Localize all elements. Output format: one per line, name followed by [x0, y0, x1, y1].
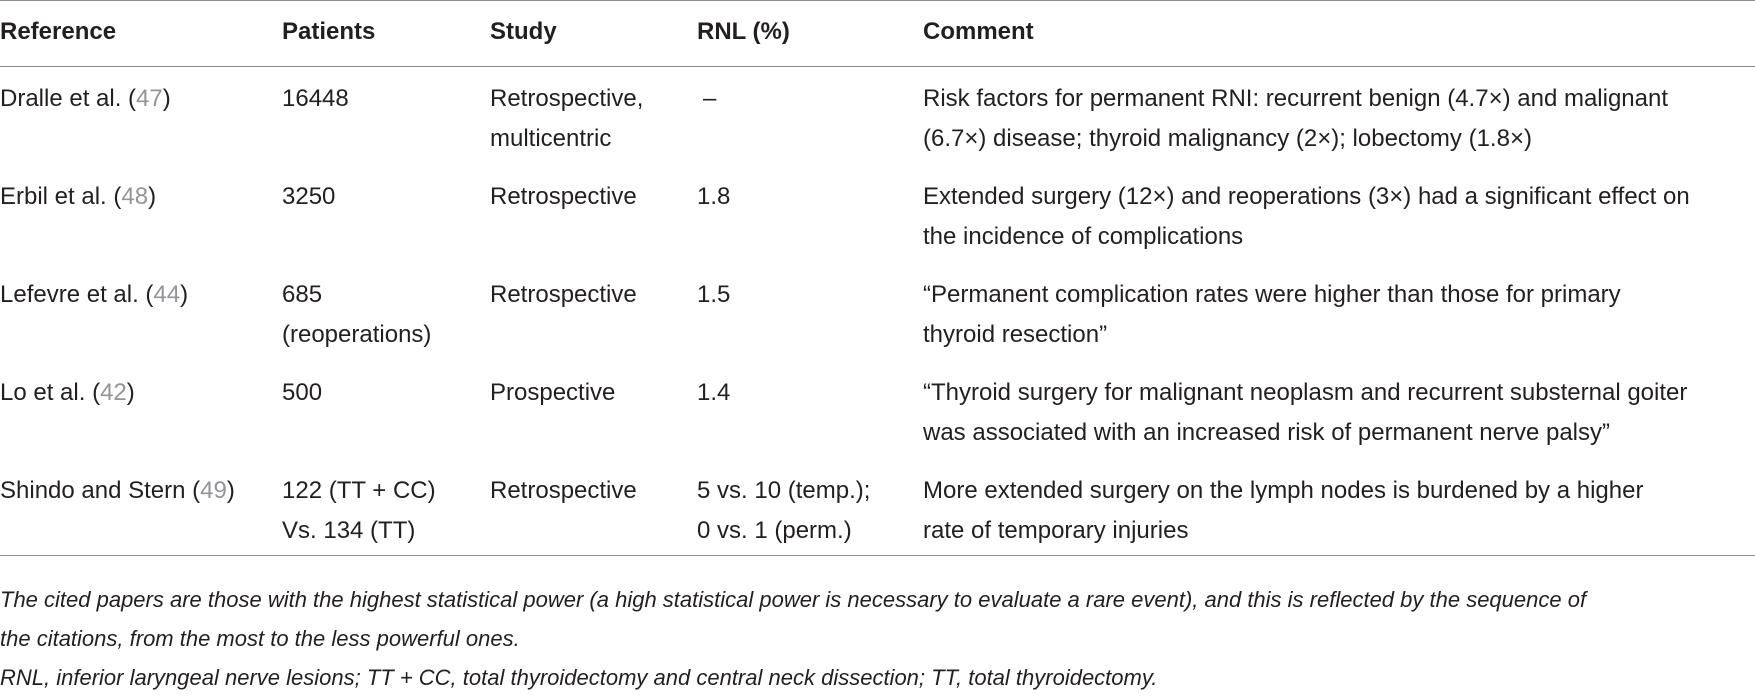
header-study: Study	[490, 18, 557, 45]
header-rnl: RNL (%)	[697, 18, 790, 45]
cell-study: Prospective	[490, 379, 616, 406]
cell-patients: 685 (reoperations)	[282, 281, 432, 348]
cell-rnl: 5 vs. 10 (temp.); 0 vs. 1 (perm.)	[697, 477, 871, 544]
table-row	[0, 275, 1755, 373]
cell-patients: 16448	[282, 85, 349, 112]
table-row	[0, 471, 1755, 556]
cell-patients: 500	[282, 379, 323, 406]
cell-study: Retrospective	[490, 281, 637, 308]
cell-comment: “Thyroid surgery for malignant neoplasm and recurrent substernal goiter was associated with an increased risk of permanent nerve palsy”	[923, 379, 1688, 446]
table-header-row	[0, 1, 1755, 67]
cell-reference: Dralle et al. (47)	[0, 85, 171, 112]
cell-comment: Extended surgery (12×) and reoperations (3×) had a significant effect on the incidence of complications	[923, 183, 1690, 250]
cell-study: Retrospective	[490, 183, 637, 210]
cell-patients: 3250	[282, 183, 336, 210]
cell-rnl: 1.5	[697, 281, 731, 308]
citation-link[interactable]: 48	[121, 183, 149, 210]
citation-link[interactable]: 47	[136, 85, 163, 112]
cell-reference: Lefevre et al. (44)	[0, 281, 189, 308]
cell-comment: “Permanent complication rates were higher than those for primary thyroid resection”	[923, 281, 1621, 348]
header-patients: Patients	[282, 18, 376, 45]
cell-rnl: –	[703, 85, 717, 112]
cell-rnl: 1.4	[697, 379, 731, 406]
citation-link[interactable]: 42	[100, 379, 127, 406]
cell-study: Retrospective	[490, 477, 637, 504]
footnote-abbreviations: RNL, inferior laryngeal nerve lesions; TT + CC, total thyroidectomy and central neck dissection; TT, total thyroidectomy.	[0, 665, 1158, 690]
cell-rnl: 1.8	[697, 183, 731, 210]
cell-comment: Risk factors for permanent RNI: recurrent benign (4.7×) and malignant (6.7×) disease; thyroid malignancy (2×); lobectomy (1.8×)	[923, 85, 1669, 152]
cell-reference: Lo et al. (42)	[0, 379, 135, 406]
header-comment: Comment	[923, 18, 1034, 45]
table-row	[0, 373, 1755, 471]
footnote-power: The cited papers are those with the highest statistical power (a high statistical power is necessary to evaluate a rare event), and this is reflected by the sequence of the citations, from the most to the less powerful ones.	[0, 587, 1587, 651]
citation-link[interactable]: 49	[200, 477, 227, 504]
cell-study: Retrospective, multicentric	[490, 85, 644, 152]
cell-reference: Erbil et al. (48)	[0, 183, 157, 210]
header-reference: Reference	[0, 18, 117, 45]
table-row	[0, 67, 1755, 178]
citation-link[interactable]: 44	[153, 281, 181, 308]
table-footnotes	[0, 580, 1755, 697]
cell-reference: Shindo and Stern (49)	[0, 477, 235, 504]
cell-patients: 122 (TT + CC) Vs. 134 (TT)	[282, 477, 436, 544]
cell-comment: More extended surgery on the lymph nodes is burdened by a higher rate of temporary injuries	[923, 477, 1644, 544]
table-row	[0, 177, 1755, 275]
